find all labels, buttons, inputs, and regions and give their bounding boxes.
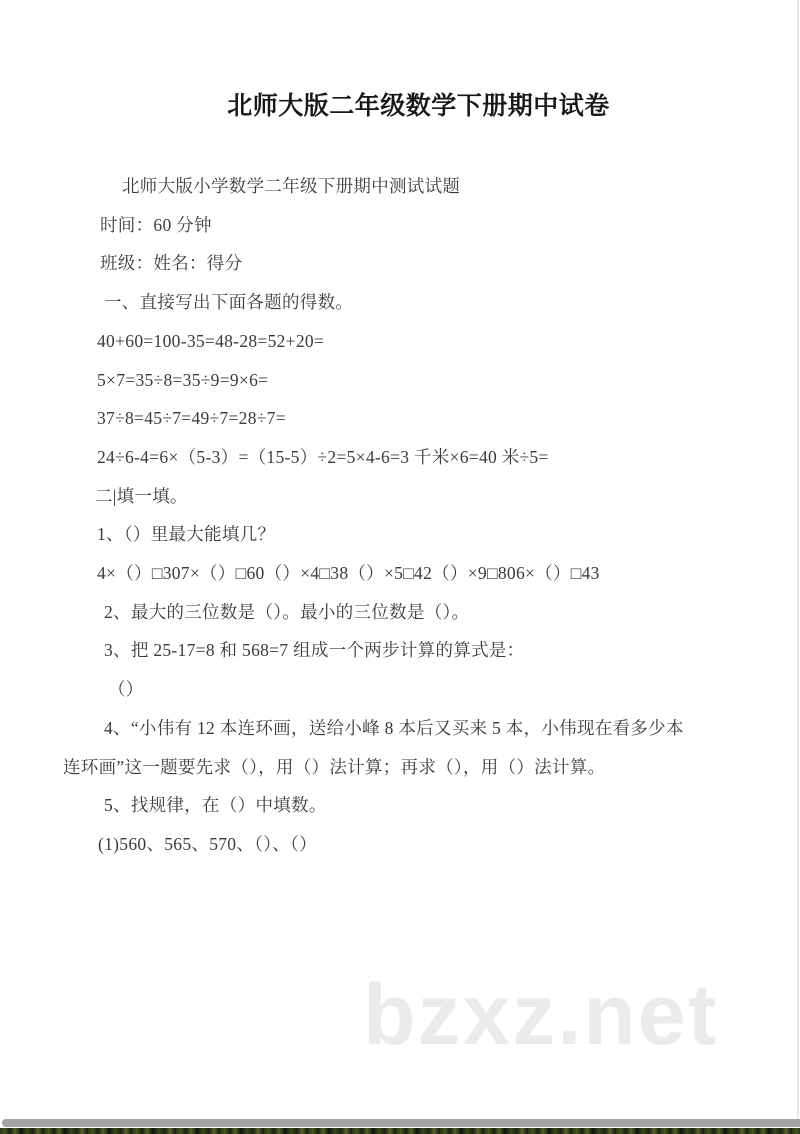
site-watermark: bzxz.net [363, 967, 719, 1063]
footer-divider-bar [2, 1119, 800, 1127]
question-3-answer-parens: （） [108, 679, 144, 700]
question-1-items: 4×（）□307×（）□60（）×4□38（）×5□42（）×9□806×（）□43 [97, 563, 600, 584]
class-name-score-line: 班级：姓名：得分 [100, 253, 243, 274]
question-2-line: 2、最大的三位数是（）。最小的三位数是（）。 [104, 601, 470, 622]
time-line: 时间：60 分钟 [100, 214, 212, 235]
photo-strip [0, 1128, 800, 1134]
question-4-line-1: 4、“小伟有 12 本连环画，送给小峰 8 本后又买来 5 本，小伟现在看多少本 [104, 717, 684, 738]
section-one-header: 一、直接写出下面各题的得数。 [104, 292, 354, 313]
exam-title: 北师大版二年级数学下册期中试卷 [227, 92, 610, 120]
question-4-line-2: 连环画”这一题要先求（），用（）法计算；再求（），用（）法计算。 [63, 756, 606, 777]
exam-body [63, 167, 800, 864]
section-two-header: 二|填一填。 [95, 485, 188, 506]
question-1-prompt: 1、（）里最大能填几？ [97, 524, 276, 545]
calc-row-4: 24÷6-4=6×（5-3）=（15-5）÷2=5×4-6=3 千米×6=40 米÷5= [97, 446, 549, 467]
question-3-line: 3、把 25-17=8 和 568=7 组成一个两步计算的算式是： [104, 640, 525, 661]
page-right-edge-line [797, 0, 799, 1120]
calc-row-1: 40+60=100-35=48-28=52+20= [97, 330, 325, 351]
calc-row-2: 5×7=35÷8=35÷9=9×6= [97, 369, 269, 390]
exam-subtitle: 北师大版小学数学二年级下册期中测试试题 [122, 176, 461, 196]
calc-row-3: 37÷8=45÷7=49÷7=28÷7= [97, 408, 286, 429]
question-5-line: 5、找规律，在（）中填数。 [104, 795, 327, 816]
question-5-sequence: (1)560、565、570、（）、（） [98, 833, 317, 854]
